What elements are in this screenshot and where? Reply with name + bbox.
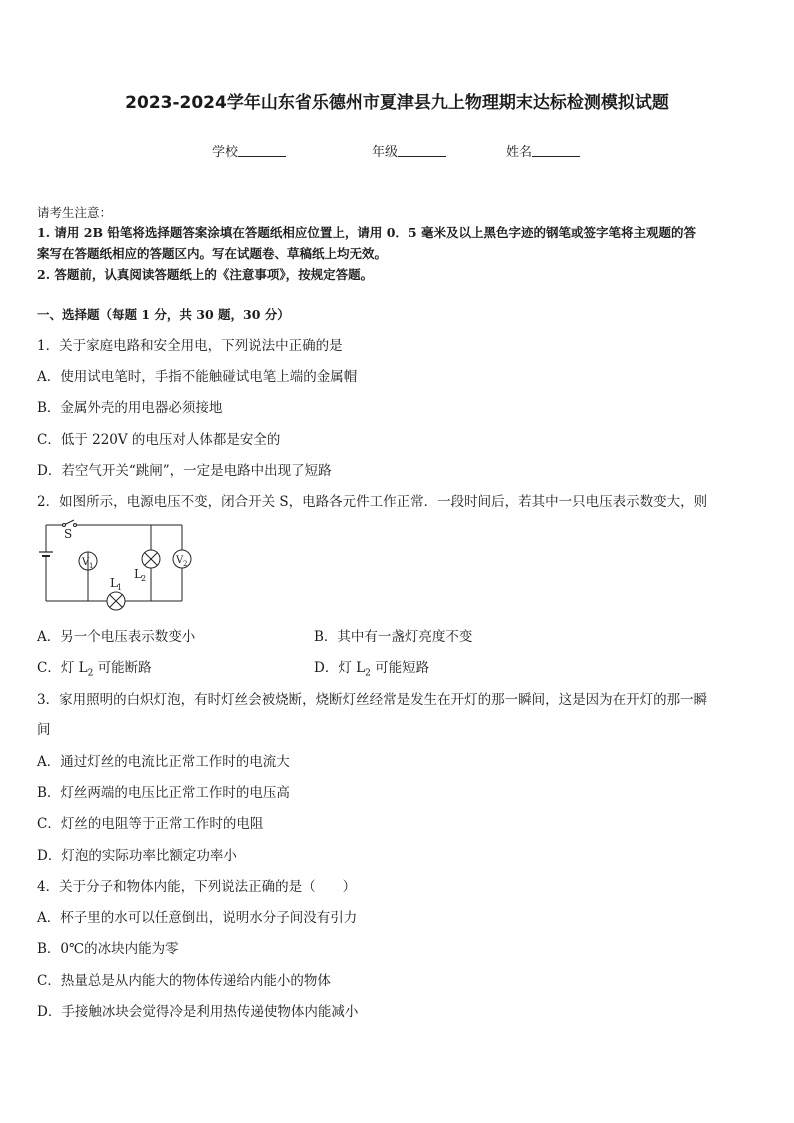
circuit-diagram <box>34 516 204 612</box>
q2-stem: 2．如图所示，电源电压不变，闭合开关 S，电路各元件工作正常．一段时间后，若其中一只电压表示数变大，则 <box>37 494 708 510</box>
q4-option-d: D．手接触冰块会觉得冷是利用热传递使物体内能减小 <box>37 1004 359 1020</box>
l1-label: L <box>110 576 118 590</box>
q1-option-b: B．金属外壳的用电器必须接地 <box>37 400 223 416</box>
notice-item-2: 2. 答题前，认真阅读答题纸上的《注意事项》，按规定答题。 <box>37 267 374 282</box>
grade-label: 年级 <box>372 145 399 160</box>
v2-label: V <box>176 555 184 566</box>
page-title: 2023-2024学年山东省乐德州市夏津县九上物理期末达标检测模拟试题 <box>125 93 669 113</box>
q1-option-a: A．使用试电笔时，手指不能触碰试电笔上端的金属帽 <box>37 369 358 385</box>
school-label: 学校 <box>212 145 239 160</box>
v1-label: V <box>82 557 90 568</box>
q3-stem-line-2: 间 <box>37 722 51 738</box>
q1-option-d: D．若空气开关“跳闸”，一定是电路中出现了短路 <box>37 463 332 479</box>
notice-heading: 请考生注意： <box>37 205 113 220</box>
school-field <box>212 141 286 160</box>
q1-stem: 1．关于家庭电路和安全用电，下列说法中正确的是 <box>37 338 343 354</box>
q4-option-b: B．0℃的冰块内能为零 <box>37 941 179 957</box>
q1-option-c: C．低于 220V 的电压对人体都是安全的 <box>37 432 281 448</box>
name-blank <box>532 144 580 157</box>
q3-option-b: B．灯丝两端的电压比正常工作时的电压高 <box>37 785 290 801</box>
l2-sub: 2 <box>141 574 147 583</box>
l2-label: L <box>134 567 142 581</box>
v1-sub: 1 <box>89 562 94 570</box>
q4-option-a: A．杯子里的水可以任意倒出，说明水分子间没有引力 <box>37 910 358 926</box>
grade-blank <box>398 144 446 157</box>
name-label: 姓名 <box>506 145 533 160</box>
notice-item-1-line-2: 案写在答题纸相应的答题区内。写在试题卷、草稿纸上均无效。 <box>37 246 388 261</box>
q4-option-c: C．热量总是从内能大的物体传递给内能小的物体 <box>37 973 331 989</box>
notice-item-1-line-1: 1. 请用 2B 铅笔将选择题答案涂填在答题纸相应位置上，请用 0．5 毫米及以上黑色字迹的钢笔或签字笔将主观题的答 <box>37 225 696 240</box>
grade-field <box>372 141 446 160</box>
v2-sub: 2 <box>183 560 188 568</box>
section-heading: 一、选择题（每题 1 分，共 30 题，30 分） <box>37 307 290 322</box>
name-field <box>506 141 580 160</box>
q2-option-c: C．灯 $L_2$ 可能断路 <box>37 660 152 679</box>
l1-sub: 1 <box>117 583 123 592</box>
q3-stem-line-1: 3．家用照明的白炽灯泡，有时灯丝会被烧断，烧断灯丝经常是发生在开灯的那一瞬间，这是因为在开灯的那一瞬 <box>37 692 708 708</box>
q4-stem: 4．关于分子和物体内能，下列说法正确的是（ ） <box>37 879 357 895</box>
q2-option-d: D．灯 $L_2$ 可能短路 <box>314 660 430 679</box>
q3-option-d: D．灯泡的实际功率比额定功率小 <box>37 848 237 864</box>
q3-option-c: C．灯丝的电阻等于正常工作时的电阻 <box>37 816 264 832</box>
school-blank <box>238 144 286 157</box>
q2-option-b: B．其中有一盏灯亮度不变 <box>314 629 473 645</box>
q2-option-a: A．另一个电压表示数变小 <box>37 629 196 645</box>
q3-option-a: A．通过灯丝的电流比正常工作时的电流大 <box>37 754 290 770</box>
switch-label: S <box>64 527 73 541</box>
